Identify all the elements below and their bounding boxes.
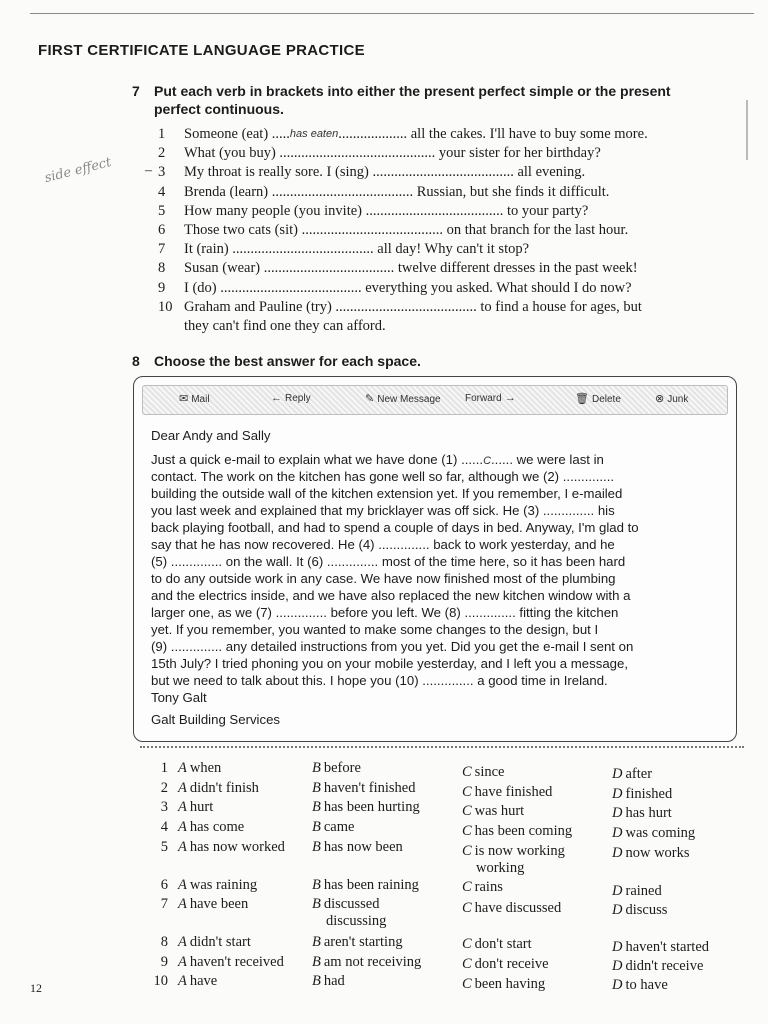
email-line: Just a quick e-mail to explain what we have done (1) ......C...... we were last in — [151, 452, 604, 467]
option-d: D didn't receive — [612, 958, 704, 974]
option-d: D now works — [612, 845, 690, 861]
email-line: say that he has now recovered. He (4) .............. back to work yesterday, and he — [151, 537, 615, 552]
exercise-item: 6 Those two cats (sit) ....................................... on that branch for the last hour. — [158, 221, 629, 238]
handwritten-answer: C — [483, 455, 492, 467]
option-a: A didn't start — [178, 934, 251, 950]
exercise-item: 8 Susan (wear) .................................... twelve different dresses in the past week! — [158, 260, 638, 277]
reply-arrow-icon: ← — [271, 392, 282, 404]
exercise-8-instruction — [132, 352, 742, 370]
option-b: B came — [312, 819, 355, 835]
exercise-8-instruction-text: Choose the best answer for each space. — [154, 353, 421, 369]
margin-dash: – — [145, 163, 152, 178]
exercise-item: 4 Brenda (learn) ....................................... Russian, but she finds it difficult. — [158, 183, 610, 200]
junk-button[interactable]: ⊗ Junk — [655, 393, 689, 405]
option-a: A have been — [178, 896, 249, 912]
option-b: B has been raining — [312, 877, 419, 893]
option-c: C has been coming — [462, 823, 573, 839]
delete-button[interactable]: 🗑 Delete — [575, 393, 621, 405]
option-a: A didn't finish — [178, 780, 259, 796]
option-d: D haven't started — [612, 939, 710, 955]
email-line: contact. The work on the kitchen has gone well so far, although we (2) .............. — [151, 469, 615, 484]
email-line: back playing football, and had to spend a couple of days in bed. Anyway, I'm glad to — [151, 520, 639, 535]
exercise-item: 9 I (do) ....................................... everything you asked. What should I do now? — [158, 279, 632, 296]
option-c: C have finished — [462, 784, 553, 800]
option-b: B aren't starting — [312, 934, 403, 950]
forward-button[interactable]: Forward → — [465, 392, 516, 404]
handwritten-margin-note: side effect — [43, 154, 113, 187]
option-d: D finished — [612, 786, 673, 802]
option-a: A has come — [178, 819, 245, 835]
email-line: building the outside wall of the kitchen extension yet. If you remember, I e-mailed — [151, 486, 623, 501]
email-window-shadow — [140, 742, 744, 748]
option-c: C don't start — [462, 936, 532, 952]
option-c: C is now working working — [462, 843, 565, 876]
option-d: D after — [612, 766, 653, 782]
email-body — [151, 427, 731, 728]
page-header: FIRST CERTIFICATE LANGUAGE PRACTICE — [38, 42, 365, 59]
option-a: A have — [178, 973, 218, 989]
envelope-icon: ✉ — [179, 393, 189, 405]
exercise-item: 3 My throat is really sore. I (sing) ....................................... all evening. — [158, 164, 586, 181]
email-line: and the electrics inside, and we have also replaced the new kitchen window with a — [151, 588, 631, 603]
exercise-item: 2 What (you buy) ........................................... your sister for her birthday? — [158, 145, 601, 162]
pencil-icon: ✎ — [365, 393, 375, 405]
option-a: A haven't received — [178, 954, 284, 970]
option-b: B has been hurting — [312, 799, 420, 815]
email-window — [133, 376, 737, 742]
option-c: C was hurt — [462, 803, 525, 819]
trash-icon: 🗑 — [575, 393, 589, 405]
exercise-item-continuation: they can't find one they can afford. — [184, 317, 386, 334]
forward-arrow-icon: → — [501, 392, 516, 404]
option-d: D to have — [612, 977, 668, 993]
reply-button[interactable]: ← Reply — [271, 392, 311, 404]
handwritten-answer: has eaten — [289, 128, 339, 140]
option-c: C been having — [462, 976, 546, 992]
top-rule — [30, 13, 754, 14]
option-c: C since — [462, 764, 505, 780]
option-d: D rained — [612, 883, 662, 899]
mail-button[interactable]: ✉ Mail — [179, 393, 210, 405]
option-d: D was coming — [612, 825, 696, 841]
option-b: B haven't finished — [312, 780, 416, 796]
option-b: B am not receiving — [312, 954, 422, 970]
email-greeting: Dear Andy and Sally — [151, 428, 271, 443]
exercise-item: 1 Someone (eat) ..... has eaten ................... all the cakes. I'll have to buy some more. — [158, 125, 738, 144]
option-b: B had — [312, 973, 345, 989]
exercise-7-instruction — [132, 82, 742, 118]
email-signature-company: Galt Building Services — [151, 712, 281, 727]
email-line: you last week and explained that my bricklayer was off sick. He (3) .............. his — [151, 503, 615, 518]
option-c: C rains — [462, 879, 503, 895]
option-a: A when — [178, 760, 222, 776]
email-line: (9) .............. any detailed instructions from you yet. Did you get the e-mail I sent on — [151, 639, 634, 654]
option-d: D discuss — [612, 902, 668, 918]
option-b: B discussed discussing — [312, 896, 387, 929]
email-line: yet. If you remember, you wanted to make some changes to the design, but I — [151, 622, 599, 637]
option-a: A was raining — [178, 877, 258, 893]
page-number: 12 — [30, 981, 42, 995]
option-c: C have discussed — [462, 900, 562, 916]
exercise-7-instruction-line2: perfect continuous. — [154, 101, 284, 117]
exercise-item: 5 How many people (you invite) ...................................... to your party? — [158, 202, 589, 219]
email-line: but we need to talk about this. I hope you (10) .............. a good time in Ireland. — [151, 673, 608, 688]
option-b: B has now been — [312, 839, 403, 855]
email-signature-name: Tony Galt — [151, 690, 207, 705]
exercise-item: 10 Graham and Pauline (try) ....................................... to find a house for ages, but — [158, 298, 642, 315]
option-a: A has now worked — [178, 839, 285, 855]
new-message-button[interactable]: ✎ New Message — [365, 393, 441, 405]
option-d: D has hurt — [612, 805, 672, 821]
exercise-7-number: 7 — [132, 83, 140, 99]
exercise-7-items — [158, 125, 738, 336]
email-toolbar — [142, 385, 728, 415]
no-entry-icon: ⊗ — [655, 393, 665, 405]
exercise-7-instruction-line1: Put each verb in brackets into either the present perfect simple or the present — [154, 83, 671, 99]
exercise-item: 7 It (rain) ....................................... all day! Why can't it stop? — [158, 241, 530, 258]
email-line: 15th July? I tried phoning you on your mobile yesterday, and I left you a message, — [151, 656, 628, 671]
email-line: to do any outside work in any case. We have now finished most of the plumbing — [151, 571, 616, 586]
option-a: A hurt — [178, 799, 214, 815]
scan-edge-mark — [746, 100, 748, 160]
email-line: larger one, as we (7) .............. before you left. We (8) .............. fitting the kitchen — [151, 605, 619, 620]
exercise-8-number: 8 — [132, 353, 140, 369]
email-line: (5) .............. on the wall. It (6) .............. most of the time here, so it has been hard — [151, 554, 626, 569]
option-b: B before — [312, 760, 361, 776]
option-c: C don't receive — [462, 956, 549, 972]
